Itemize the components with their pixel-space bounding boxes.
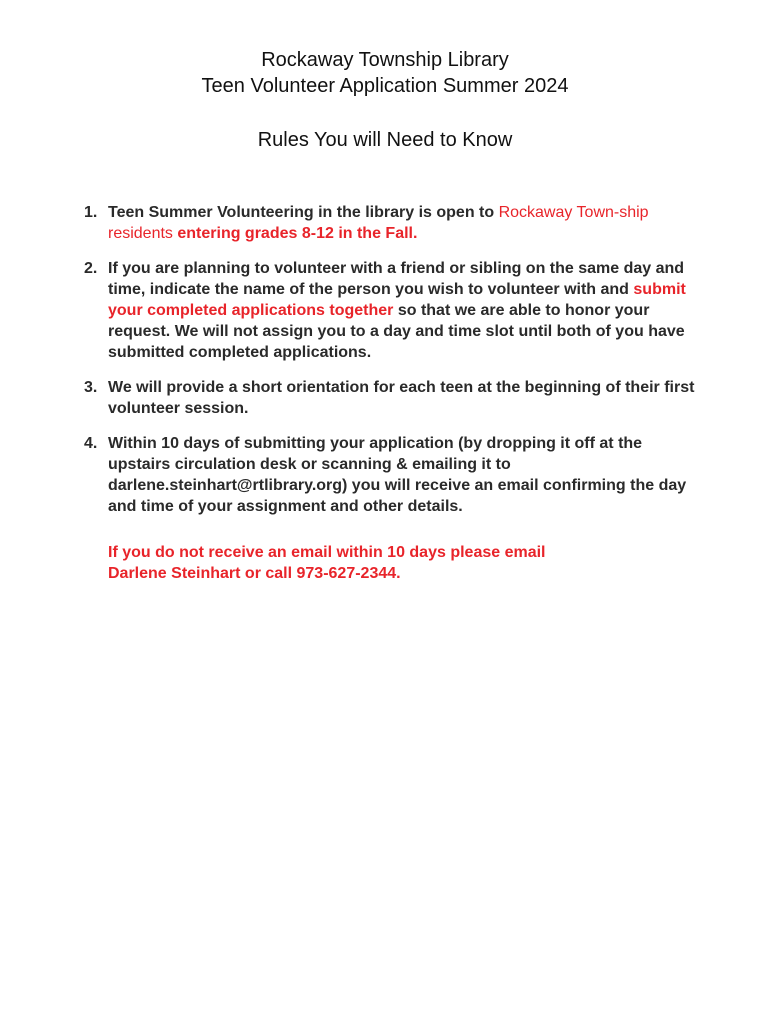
- rule-text-plain: Teen Summer Volunteering in the library is open to: [108, 204, 499, 221]
- rule-text: [108, 258, 704, 363]
- contact-notice: [108, 542, 668, 584]
- document-title: [0, 47, 770, 99]
- rule-item-2: [84, 258, 704, 363]
- rule-text-plain: so that we are able to honor your request. We will not assign you to a day and time slot until both of you have submitted completed applications.: [108, 302, 685, 361]
- notice-line-2: Darlene Steinhart or call 973-627-2344.: [108, 565, 401, 582]
- rule-number: 1.: [84, 204, 98, 221]
- title-line-application: Teen Volunteer Application Summer 2024: [201, 75, 569, 97]
- rule-highlight-grades: entering grades 8-12 in the Fall.: [172, 225, 418, 242]
- rule-text: We will provide a short orientation for each teen at the beginning of their first volunteer session.: [108, 379, 695, 417]
- rule-item-4: [84, 433, 704, 517]
- rule-number: 3.: [84, 379, 98, 396]
- rules-list: [84, 202, 704, 531]
- rule-highlight-residents: Rockaway Town-ship residents: [108, 204, 649, 242]
- rule-number: 4.: [84, 435, 98, 452]
- rule-item-1: [84, 202, 704, 244]
- notice-line-1: If you do not receive an email within 10 days please email: [108, 544, 546, 561]
- rules-heading: Rules You will Need to Know: [257, 129, 513, 151]
- rule-text-plain: If you are planning to volunteer with a friend or sibling on the same day and time, indicate the name of the person you wish to volunteer with and: [108, 260, 685, 298]
- rule-text: Within 10 days of submitting your application (by dropping it off at the upstairs circulation desk or scanning & emailing it to darlene.steinhart@rtlibrary.org) you will receive an email confirming the day and time of your assignment and other details.: [108, 435, 687, 515]
- rule-text: [108, 202, 704, 244]
- rule-number: 2.: [84, 260, 98, 277]
- title-line-library: Rockaway Township Library: [261, 49, 509, 71]
- rule-item-3: [84, 377, 704, 419]
- rule-highlight-submit-together: submit your completed applications together: [108, 281, 686, 319]
